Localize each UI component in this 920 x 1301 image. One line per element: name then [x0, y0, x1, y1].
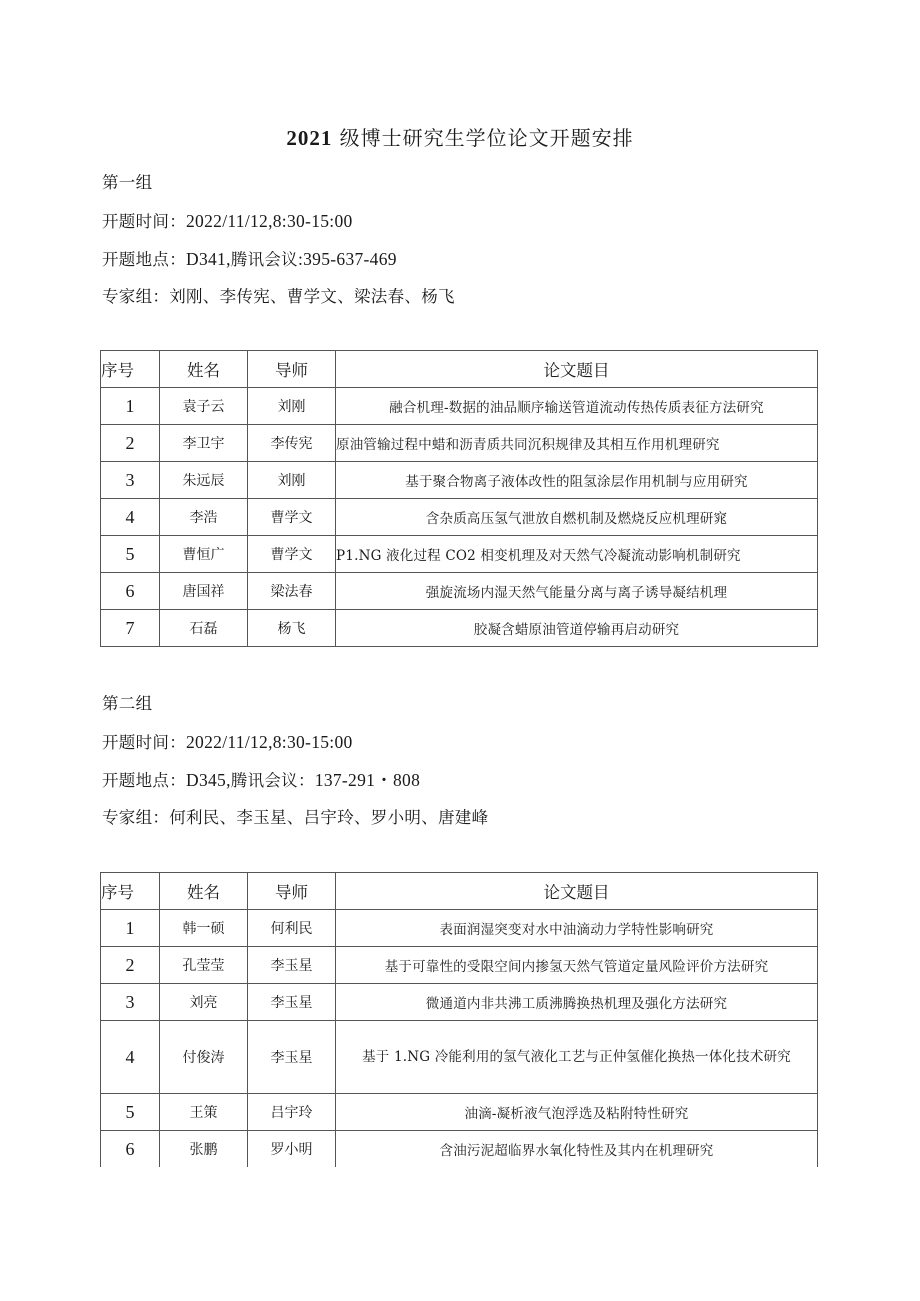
experts-value: 刘刚、李传宪、曹学文、梁法春、杨飞 [169, 287, 455, 306]
row-advisor: 李玉星 [248, 1021, 336, 1094]
row-advisor: 李玉星 [248, 984, 336, 1021]
table-row [101, 910, 818, 947]
title-year: 2021 [286, 126, 333, 150]
time-value: 2022/11/12,8:30-15:00 [186, 732, 353, 752]
row-index: 1 [101, 388, 160, 425]
meeting-label: 腾讯会议： [230, 771, 315, 790]
row-advisor: 刘刚 [248, 388, 336, 425]
row-name: 韩一硕 [160, 910, 248, 947]
group-2-location [102, 768, 420, 793]
document-title [0, 124, 920, 152]
table-row [101, 947, 818, 984]
location-room: D341, [186, 249, 231, 269]
group-1-table [100, 350, 818, 647]
experts-label: 专家组： [102, 287, 170, 306]
row-topic: 基于聚合物离子液体改性的阻氢涂层作用机制与应用研究 [336, 462, 818, 499]
location-label: 开题地点： [102, 250, 186, 269]
table-row [101, 984, 818, 1021]
table-row [101, 1131, 818, 1168]
row-name: 付俊涛 [160, 1021, 248, 1094]
row-index: 2 [101, 425, 160, 462]
row-index: 4 [101, 499, 160, 536]
table-row [101, 499, 818, 536]
row-index: 7 [101, 610, 160, 647]
table-header-row [101, 351, 818, 388]
location-label: 开题地点： [102, 771, 186, 790]
row-topic: 基于 1.NG 冷能利用的氢气液化工艺与正仲氢催化换热一体化技术研究 [336, 1021, 818, 1094]
row-advisor: 罗小明 [248, 1131, 336, 1168]
table-row [101, 425, 818, 462]
row-advisor: 李传宪 [248, 425, 336, 462]
group-2-table [100, 872, 818, 1167]
row-index: 5 [101, 1094, 160, 1131]
header-index: 序号 [101, 873, 160, 910]
header-advisor: 导师 [248, 351, 336, 388]
header-index: 序号 [101, 351, 160, 388]
row-advisor: 杨飞 [248, 610, 336, 647]
row-advisor: 吕宇玲 [248, 1094, 336, 1131]
title-text: 级博士研究生学位论文开题安排 [332, 126, 634, 150]
row-name: 唐国祥 [160, 573, 248, 610]
row-topic: 融合机理-数据的油品顺序输送管道流动传热传质表征方法研究 [336, 388, 818, 425]
header-topic: 论文题目 [336, 873, 818, 910]
row-name: 朱远辰 [160, 462, 248, 499]
table-row [101, 462, 818, 499]
row-index: 2 [101, 947, 160, 984]
row-name: 孔莹莹 [160, 947, 248, 984]
row-index: 3 [101, 462, 160, 499]
time-label: 开题时间： [102, 733, 186, 752]
row-name: 袁子云 [160, 388, 248, 425]
group-1-location [102, 247, 397, 272]
group-2-experts [102, 806, 488, 830]
row-advisor: 曹学文 [248, 499, 336, 536]
meeting-id: 137-291・808 [314, 770, 421, 790]
row-topic: 油滴-凝析液气泡浮选及粘附特性研究 [336, 1094, 818, 1131]
row-topic: 胶凝含蜡原油管道停输再启动研究 [336, 610, 818, 647]
row-index: 6 [101, 1131, 160, 1168]
row-topic: 基于可靠性的受限空间内掺氢天然气管道定量风险评价方法研究 [336, 947, 818, 984]
meeting-label: 腾讯会议 [230, 250, 298, 269]
table-row [101, 1021, 818, 1094]
group-2-time [102, 730, 353, 755]
row-name: 李卫宇 [160, 425, 248, 462]
table-row [101, 573, 818, 610]
row-topic: 含油污泥超临界水氧化特性及其内在机理研究 [336, 1131, 818, 1168]
header-name: 姓名 [160, 873, 248, 910]
meeting-id: :395-637-469 [297, 249, 397, 269]
table-header-row [101, 873, 818, 910]
group-2-label: 第二组 [102, 694, 153, 713]
row-topic: 原油管输过程中蜡和沥青质共同沉积规律及其相互作用机理研究 [336, 425, 818, 462]
time-label: 开题时间： [102, 212, 186, 231]
row-index: 3 [101, 984, 160, 1021]
group-1-time [102, 209, 353, 234]
row-name: 石磊 [160, 610, 248, 647]
experts-label: 专家组： [102, 808, 170, 827]
row-topic: 强旋流场内湿天然气能量分离与离子诱导凝结机理 [336, 573, 818, 610]
table-row [101, 388, 818, 425]
row-index: 1 [101, 910, 160, 947]
row-advisor: 李玉星 [248, 947, 336, 984]
row-advisor: 何利民 [248, 910, 336, 947]
row-name: 李浩 [160, 499, 248, 536]
row-index: 5 [101, 536, 160, 573]
group-1-label: 第一组 [102, 173, 153, 192]
table-row [101, 610, 818, 647]
row-topic: 微通道内非共沸工质沸腾换热机理及强化方法研究 [336, 984, 818, 1021]
group-1-experts [102, 285, 455, 309]
row-name: 王策 [160, 1094, 248, 1131]
header-advisor: 导师 [248, 873, 336, 910]
row-index: 4 [101, 1021, 160, 1094]
row-topic: 表面润湿突变对水中油滴动力学特性影响研究 [336, 910, 818, 947]
row-name: 张鹏 [160, 1131, 248, 1168]
table-row [101, 536, 818, 573]
row-advisor: 曹学文 [248, 536, 336, 573]
row-topic: 含杂质高压氢气泄放自燃机制及燃烧反应机理研窕 [336, 499, 818, 536]
header-topic: 论文题目 [336, 351, 818, 388]
time-value: 2022/11/12,8:30-15:00 [186, 211, 353, 231]
row-name: 刘亮 [160, 984, 248, 1021]
experts-value: 何利民、李玉星、吕宇玲、罗小明、唐建峰 [169, 808, 489, 827]
row-advisor: 刘刚 [248, 462, 336, 499]
row-advisor: 梁法春 [248, 573, 336, 610]
row-name: 曹恒广 [160, 536, 248, 573]
row-topic: P1.NG 液化过程 CO2 相变机理及对天然气冷凝流动影响机制研究 [336, 536, 818, 573]
table-row [101, 1094, 818, 1131]
location-room: D345, [186, 770, 231, 790]
header-name: 姓名 [160, 351, 248, 388]
row-index: 6 [101, 573, 160, 610]
